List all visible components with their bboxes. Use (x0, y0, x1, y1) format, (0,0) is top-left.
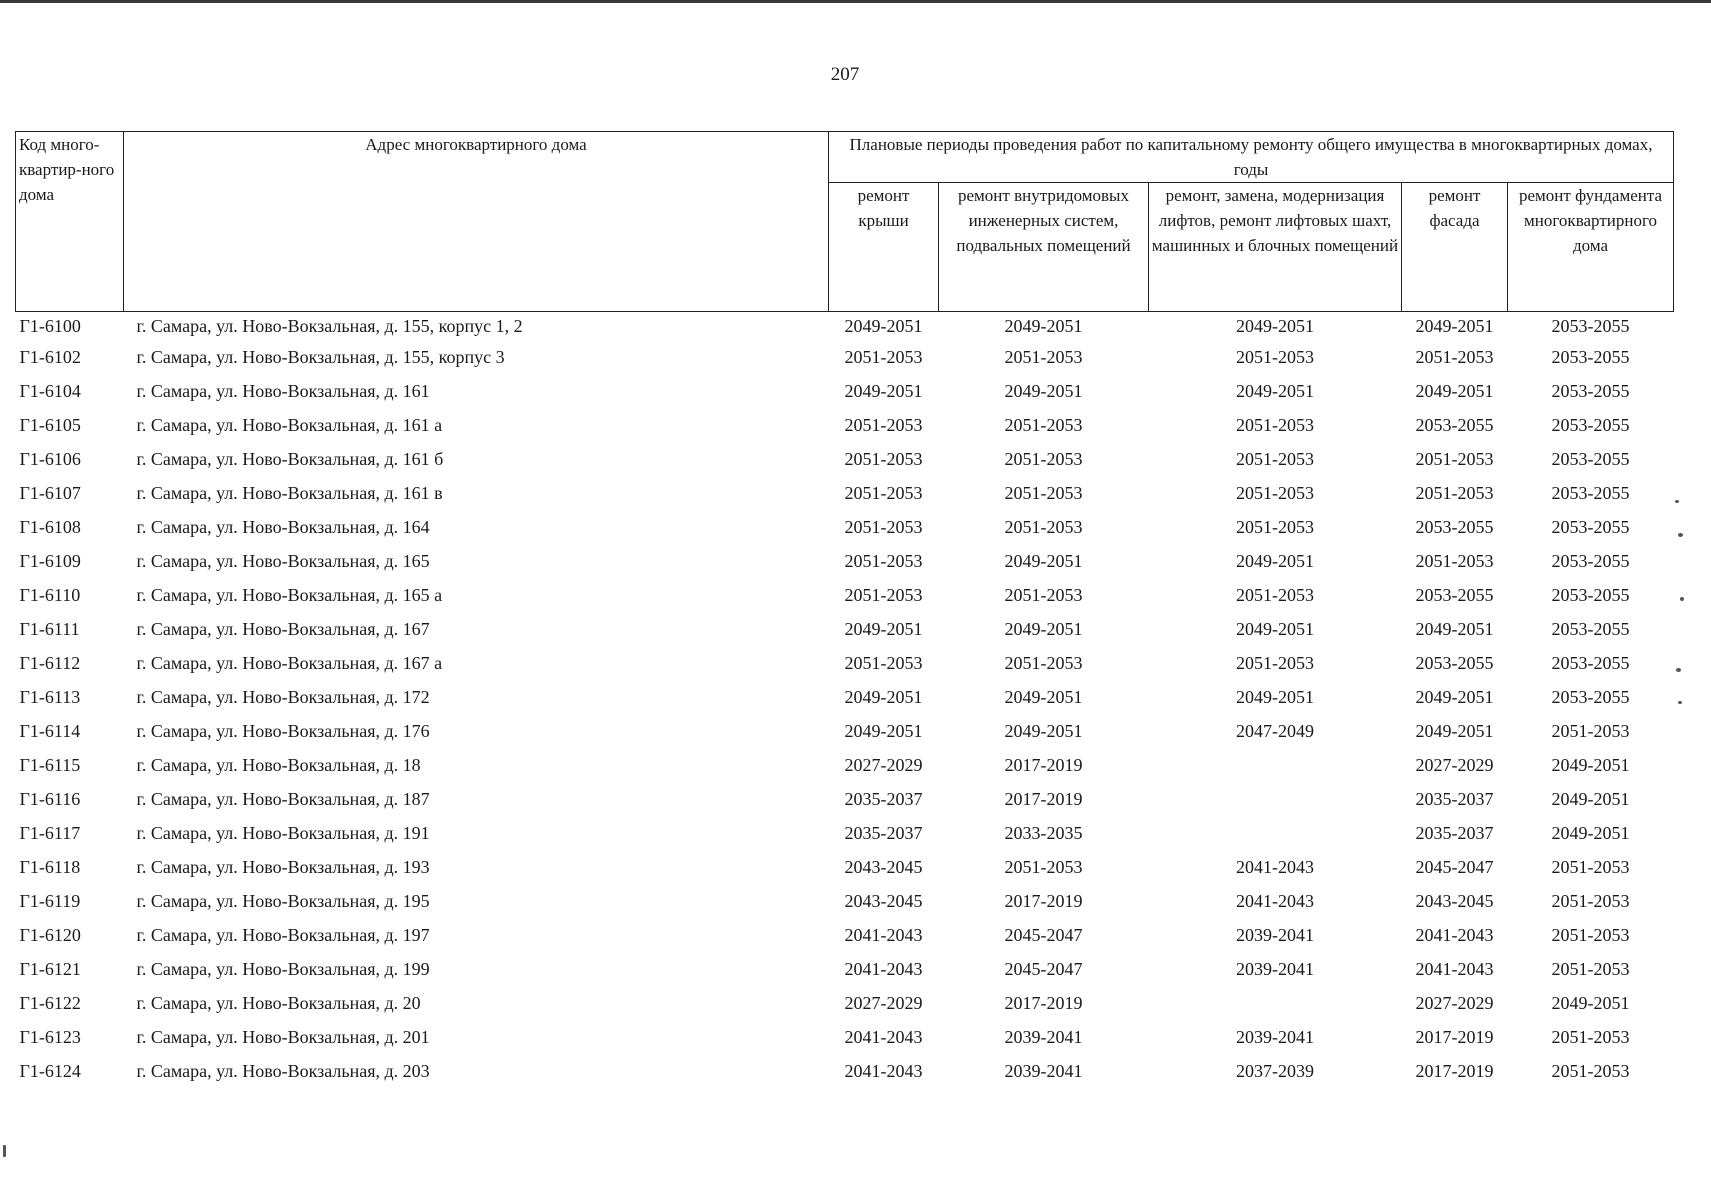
row-foundation: 2053-2055 (1551, 516, 1630, 537)
row-systems: 2049-2051 (1004, 686, 1083, 707)
table-row (16, 714, 1674, 748)
row-systems: 2049-2051 (1004, 720, 1083, 741)
table-row (16, 748, 1674, 782)
row-foundation: 2053-2055 (1551, 414, 1630, 435)
row-address: г. Самара, ул. Ново-Вокзальная, д. 203 (136, 1060, 430, 1081)
row-systems: 2039-2041 (1004, 1026, 1083, 1047)
table-row (16, 476, 1674, 510)
row-address: г. Самара, ул. Ново-Вокзальная, д. 187 (136, 788, 430, 809)
row-roof: 2035-2037 (844, 788, 923, 809)
row-address: г. Самара, ул. Ново-Вокзальная, д. 193 (136, 856, 430, 877)
row-systems: 2049-2051 (1004, 550, 1083, 571)
row-foundation: 2053-2055 (1551, 482, 1630, 503)
row-facade: 2049-2051 (1415, 720, 1494, 741)
row-lifts (1149, 782, 1402, 816)
row-code: Г1-6100 (19, 315, 81, 336)
row-code: Г1-6116 (19, 788, 81, 809)
row-foundation: 2053-2055 (1551, 686, 1630, 707)
table-row (16, 918, 1674, 952)
header-foundation: ремонт фундамента многоквартирного дома (1508, 183, 1674, 312)
row-systems: 2049-2051 (1004, 618, 1083, 639)
row-address: г. Самара, ул. Ново-Вокзальная, д. 199 (136, 958, 430, 979)
row-lifts: 2041-2043 (1236, 890, 1314, 911)
row-roof: 2027-2029 (844, 754, 923, 775)
row-facade: 2017-2019 (1415, 1060, 1494, 1081)
row-address: г. Самара, ул. Ново-Вокзальная, д. 164 (136, 516, 430, 537)
row-code: Г1-6107 (19, 482, 81, 503)
row-lifts: 2039-2041 (1236, 958, 1314, 979)
row-systems: 2049-2051 (1004, 315, 1083, 336)
scan-speck (3, 1145, 6, 1157)
row-lifts: 2041-2043 (1236, 856, 1314, 877)
row-address: г. Самара, ул. Ново-Вокзальная, д. 197 (136, 924, 430, 945)
row-lifts: 2047-2049 (1236, 720, 1314, 741)
table-row (16, 782, 1674, 816)
row-roof: 2051-2053 (844, 584, 923, 605)
row-address: г. Самара, ул. Ново-Вокзальная, д. 155, корпус 3 (136, 346, 505, 367)
row-foundation: 2053-2055 (1551, 652, 1630, 673)
row-facade: 2035-2037 (1415, 788, 1494, 809)
row-roof: 2051-2053 (844, 448, 923, 469)
row-code: Г1-6123 (19, 1026, 81, 1047)
row-systems: 2051-2053 (1004, 516, 1083, 537)
row-address: г. Самара, ул. Ново-Вокзальная, д. 161 а (136, 414, 443, 435)
row-lifts: 2051-2053 (1236, 414, 1314, 435)
row-lifts: 2039-2041 (1236, 1026, 1314, 1047)
row-lifts (1149, 748, 1402, 782)
table-row (16, 952, 1674, 986)
row-facade: 2049-2051 (1415, 315, 1494, 336)
row-facade: 2027-2029 (1415, 754, 1494, 775)
row-address: г. Самара, ул. Ново-Вокзальная, д. 18 (136, 754, 421, 775)
row-facade: 2051-2053 (1415, 550, 1494, 571)
row-roof: 2041-2043 (844, 958, 923, 979)
top-rule (0, 0, 1711, 3)
row-address: г. Самара, ул. Ново-Вокзальная, д. 20 (136, 992, 421, 1013)
row-foundation: 2051-2053 (1551, 890, 1630, 911)
header-systems: ремонт внутридомовых инженерных систем, подвальных помещений (939, 183, 1149, 312)
row-facade: 2051-2053 (1415, 448, 1494, 469)
row-foundation: 2053-2055 (1551, 315, 1630, 336)
row-systems: 2017-2019 (1004, 788, 1083, 809)
row-code: Г1-6121 (19, 958, 81, 979)
header-facade: ремонт фасада (1402, 183, 1508, 312)
row-code: Г1-6117 (19, 822, 81, 843)
row-foundation: 2049-2051 (1551, 822, 1630, 843)
row-code: Г1-6124 (19, 1060, 81, 1081)
row-code: Г1-6106 (19, 448, 81, 469)
row-address: г. Самара, ул. Ново-Вокзальная, д. 172 (136, 686, 430, 707)
row-foundation: 2051-2053 (1551, 720, 1630, 741)
row-code: Г1-6113 (19, 686, 81, 707)
row-facade: 2049-2051 (1415, 618, 1494, 639)
row-roof: 2027-2029 (844, 992, 923, 1013)
row-code: Г1-6118 (19, 856, 81, 877)
row-roof: 2049-2051 (844, 720, 923, 741)
row-address: г. Самара, ул. Ново-Вокзальная, д. 165 а (136, 584, 443, 605)
row-foundation: 2053-2055 (1551, 380, 1630, 401)
row-foundation: 2051-2053 (1551, 958, 1630, 979)
row-lifts: 2037-2039 (1236, 1060, 1314, 1081)
row-foundation: 2051-2053 (1551, 1060, 1630, 1081)
row-roof: 2043-2045 (844, 856, 923, 877)
scan-speck (1676, 668, 1681, 672)
table-row (16, 986, 1674, 1020)
row-address: г. Самара, ул. Ново-Вокзальная, д. 167 (136, 618, 430, 639)
row-systems: 2045-2047 (1004, 924, 1083, 945)
row-facade: 2053-2055 (1415, 516, 1494, 537)
scan-speck (1680, 597, 1684, 601)
table-row (16, 612, 1674, 646)
row-systems: 2017-2019 (1004, 992, 1083, 1013)
row-lifts: 2049-2051 (1236, 315, 1314, 336)
row-code: Г1-6119 (19, 890, 81, 911)
row-roof: 2049-2051 (844, 380, 923, 401)
row-address: г. Самара, ул. Ново-Вокзальная, д. 201 (136, 1026, 430, 1047)
row-lifts: 2051-2053 (1236, 482, 1314, 503)
row-address: г. Самара, ул. Ново-Вокзальная, д. 161 б (136, 448, 444, 469)
row-foundation: 2053-2055 (1551, 550, 1630, 571)
table-row (16, 816, 1674, 850)
row-foundation: 2053-2055 (1551, 346, 1630, 367)
row-roof: 2051-2053 (844, 550, 923, 571)
row-systems: 2051-2053 (1004, 414, 1083, 435)
row-facade: 2053-2055 (1415, 414, 1494, 435)
header-roof: ремонт крыши (829, 183, 939, 312)
row-facade: 2053-2055 (1415, 584, 1494, 605)
row-lifts: 2049-2051 (1236, 380, 1314, 401)
row-systems: 2051-2053 (1004, 346, 1083, 367)
row-code: Г1-6102 (19, 346, 81, 367)
row-roof: 2041-2043 (844, 1026, 923, 1047)
row-roof: 2049-2051 (844, 315, 923, 336)
scan-speck (1678, 701, 1682, 704)
row-lifts: 2039-2041 (1236, 924, 1314, 945)
row-systems: 2049-2051 (1004, 380, 1083, 401)
row-facade: 2035-2037 (1415, 822, 1494, 843)
table-row (16, 884, 1674, 918)
table-row (16, 544, 1674, 578)
table-row (16, 312, 1674, 341)
table-row (16, 340, 1674, 374)
header-address: Адрес многоквартирного дома (124, 132, 829, 312)
table-row (16, 1020, 1674, 1054)
header-code: Код много-квартир-ного дома (16, 132, 124, 312)
header-lifts: ремонт, замена, модернизация лифтов, ремонт лифтовых шахт, машинных и блочных помещений (1149, 183, 1402, 312)
row-systems: 2017-2019 (1004, 890, 1083, 911)
row-roof: 2049-2051 (844, 618, 923, 639)
row-address: г. Самара, ул. Ново-Вокзальная, д. 161 (136, 380, 430, 401)
row-facade: 2041-2043 (1415, 958, 1494, 979)
row-roof: 2035-2037 (844, 822, 923, 843)
row-lifts: 2051-2053 (1236, 448, 1314, 469)
row-lifts: 2051-2053 (1236, 516, 1314, 537)
row-facade: 2027-2029 (1415, 992, 1494, 1013)
row-foundation: 2053-2055 (1551, 584, 1630, 605)
row-address: г. Самара, ул. Ново-Вокзальная, д. 155, корпус 1, 2 (136, 315, 523, 336)
row-address: г. Самара, ул. Ново-Вокзальная, д. 167 а (136, 652, 443, 673)
row-roof: 2049-2051 (844, 686, 923, 707)
row-systems: 2045-2047 (1004, 958, 1083, 979)
table-row (16, 578, 1674, 612)
row-lifts: 2049-2051 (1236, 686, 1314, 707)
row-lifts: 2049-2051 (1236, 550, 1314, 571)
row-roof: 2051-2053 (844, 652, 923, 673)
row-facade: 2049-2051 (1415, 686, 1494, 707)
row-lifts: 2051-2053 (1236, 652, 1314, 673)
row-code: Г1-6115 (19, 754, 81, 775)
row-systems: 2051-2053 (1004, 652, 1083, 673)
row-foundation: 2049-2051 (1551, 788, 1630, 809)
row-lifts: 2051-2053 (1236, 346, 1314, 367)
row-facade: 2051-2053 (1415, 346, 1494, 367)
row-code: Г1-6120 (19, 924, 81, 945)
row-lifts: 2049-2051 (1236, 618, 1314, 639)
row-facade: 2045-2047 (1415, 856, 1494, 877)
row-lifts: 2051-2053 (1236, 584, 1314, 605)
row-foundation: 2051-2053 (1551, 924, 1630, 945)
row-address: г. Самара, ул. Ново-Вокзальная, д. 176 (136, 720, 430, 741)
row-facade: 2041-2043 (1415, 924, 1494, 945)
row-roof: 2051-2053 (844, 482, 923, 503)
row-address: г. Самара, ул. Ново-Вокзальная, д. 195 (136, 890, 430, 911)
row-foundation: 2051-2053 (1551, 1026, 1630, 1047)
row-address: г. Самара, ул. Ново-Вокзальная, д. 165 (136, 550, 430, 571)
row-facade: 2049-2051 (1415, 380, 1494, 401)
table-row (16, 646, 1674, 680)
table-row (16, 850, 1674, 884)
scan-speck (1678, 533, 1683, 537)
row-systems: 2051-2053 (1004, 856, 1083, 877)
row-roof: 2051-2053 (844, 346, 923, 367)
repair-schedule-table (15, 131, 1674, 1088)
row-code: Г1-6108 (19, 516, 81, 537)
table-row (16, 408, 1674, 442)
row-address: г. Самара, ул. Ново-Вокзальная, д. 161 в (136, 482, 443, 503)
table-row (16, 442, 1674, 476)
row-code: Г1-6105 (19, 414, 81, 435)
table-row (16, 374, 1674, 408)
row-systems: 2017-2019 (1004, 754, 1083, 775)
scan-speck (1675, 500, 1679, 503)
header-periods: Плановые периоды проведения работ по капитальному ремонту общего имущества в многоквартирных домах, годы (829, 132, 1674, 183)
row-systems: 2039-2041 (1004, 1060, 1083, 1081)
row-code: Г1-6109 (19, 550, 81, 571)
row-facade: 2043-2045 (1415, 890, 1494, 911)
row-facade: 2051-2053 (1415, 482, 1494, 503)
row-foundation: 2049-2051 (1551, 754, 1630, 775)
row-systems: 2033-2035 (1004, 822, 1083, 843)
row-lifts (1149, 986, 1402, 1020)
row-facade: 2053-2055 (1415, 652, 1494, 673)
row-roof: 2041-2043 (844, 924, 923, 945)
row-lifts (1149, 816, 1402, 850)
row-code: Г1-6104 (19, 380, 81, 401)
row-foundation: 2049-2051 (1551, 992, 1630, 1013)
table-body (16, 312, 1674, 1089)
row-foundation: 2053-2055 (1551, 448, 1630, 469)
row-roof: 2051-2053 (844, 414, 923, 435)
row-systems: 2051-2053 (1004, 584, 1083, 605)
table-row (16, 1054, 1674, 1088)
row-facade: 2017-2019 (1415, 1026, 1494, 1047)
table-row (16, 510, 1674, 544)
row-roof: 2043-2045 (844, 890, 923, 911)
row-code: Г1-6111 (19, 618, 80, 639)
page-number: 207 (830, 64, 860, 85)
row-code: Г1-6110 (19, 584, 81, 605)
row-foundation: 2053-2055 (1551, 618, 1630, 639)
row-roof: 2041-2043 (844, 1060, 923, 1081)
row-code: Г1-6112 (19, 652, 81, 673)
row-foundation: 2051-2053 (1551, 856, 1630, 877)
table-row (16, 680, 1674, 714)
row-code: Г1-6114 (19, 720, 81, 741)
row-code: Г1-6122 (19, 992, 81, 1013)
row-systems: 2051-2053 (1004, 482, 1083, 503)
row-systems: 2051-2053 (1004, 448, 1083, 469)
row-address: г. Самара, ул. Ново-Вокзальная, д. 191 (136, 822, 430, 843)
row-roof: 2051-2053 (844, 516, 923, 537)
